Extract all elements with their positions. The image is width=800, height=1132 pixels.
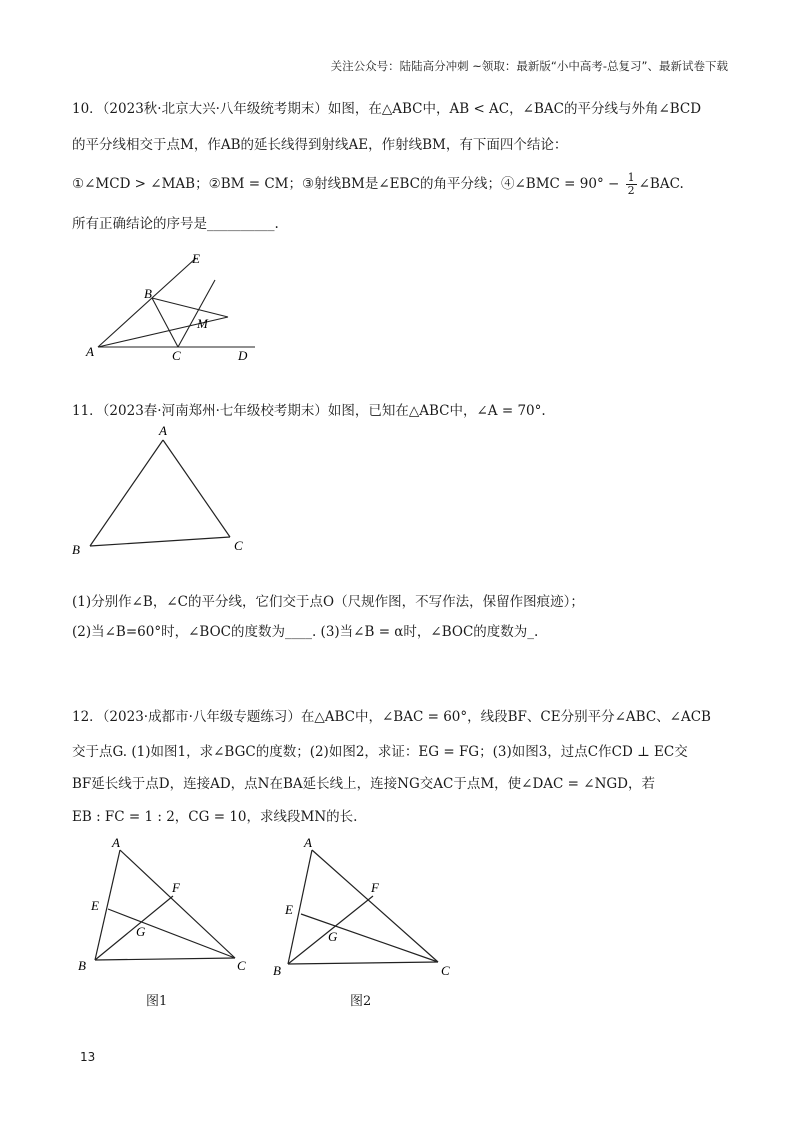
q11-line1: 11．（2023春·河南郑州·七年级校考期末）如图，已知在△ABC中，∠A = 70°. <box>72 403 546 419</box>
q12-line4: EB : FC = 1 : 2，CG = 10，求线段MN的长. <box>72 809 358 825</box>
q12-figure-2 <box>270 832 470 982</box>
q10-line4: 所有正确结论的序号是__________. <box>72 216 279 232</box>
label-G: G <box>328 929 338 944</box>
label-C: C <box>234 538 243 553</box>
q12-line1: 12．（2023·成都市·八年级专题练习）在△ABC中，∠BAC = 60°，线段BF、CE分别平分∠ABC、∠ACB <box>72 709 711 725</box>
label-B: B <box>72 542 80 557</box>
q11-part2: (2)当∠B=60°时，∠BOC的度数为____. (3)当∠B = α时，∠BOC的度数为_. <box>72 624 539 640</box>
q12-line3: BF延长线于点D，连接AD，点N在BA延长线上，连接NG交AC于点M，使∠DAC = ∠NGD，若 <box>72 776 656 792</box>
side-AB <box>90 440 163 546</box>
line-AM <box>98 317 228 347</box>
label-A: A <box>159 423 167 438</box>
side-BC <box>95 958 235 960</box>
label-A: A <box>112 835 120 850</box>
label-D: D <box>238 348 248 363</box>
q10-line2: 的平分线相交于点M，作AB的延长线得到射线AE，作射线BM，有下面四个结论： <box>72 137 568 153</box>
q11-part1: (1)分别作∠B，∠C的平分线，它们交于点O（尺规作图，不写作法，保留作图痕迹）； <box>72 594 584 610</box>
page-number: 13 <box>80 1050 96 1064</box>
label-C: C <box>237 958 246 973</box>
page-header: 关注公众号：陆陆高分冲刺 ~领取：最新版“小中高考-总复习”、最新试卷下载 <box>330 59 728 73</box>
side-AC <box>120 850 235 958</box>
line-BC <box>152 298 178 347</box>
label-E: E <box>192 251 200 266</box>
q10-line1: 10．（2023秋·北京大兴·八年级统考期末）如图，在△ABC中，AB < AC，∠BAC的平分线与外角∠BCD <box>72 101 702 117</box>
side-AC <box>312 850 438 962</box>
q10-line3-start: ①∠MCD > ∠MAB；②BM = CM；③射线BM是∠EBC的角平分线；④∠BMC = 90° − <box>72 176 624 192</box>
label-E: E <box>285 902 293 917</box>
label-C: C <box>172 348 181 363</box>
q10-line3 <box>72 172 684 197</box>
q12-line2: 交于点G. (1)如图1，求∠BGC的度数；(2)如图2，求证：EG = FG；(3)如图3，过点C作CD ⊥ EC交 <box>72 744 688 760</box>
side-BC <box>288 962 438 964</box>
label-B: B <box>144 286 152 301</box>
label-A: A <box>86 344 94 359</box>
ray-BM <box>152 298 228 317</box>
label-B: B <box>273 963 281 978</box>
q10-frac-den: 2 <box>627 184 635 197</box>
fig2-caption: 图2 <box>350 994 372 1009</box>
label-G: G <box>136 924 146 939</box>
segment-BF <box>95 896 173 960</box>
label-F: F <box>172 880 180 895</box>
line-CM <box>178 280 215 347</box>
q11-figure <box>70 420 270 560</box>
label-B: B <box>78 958 86 973</box>
side-AC <box>163 440 230 537</box>
label-F: F <box>371 880 379 895</box>
q10-line3-end: ∠BAC. <box>638 176 684 192</box>
segment-CE <box>301 914 438 962</box>
fig1-caption: 图1 <box>146 994 168 1009</box>
ray-AE <box>98 258 196 347</box>
label-A: A <box>304 835 312 850</box>
q10-fraction <box>626 172 637 197</box>
q10-figure <box>80 250 280 370</box>
label-C: C <box>441 963 450 978</box>
label-M: M <box>197 316 208 331</box>
side-BC <box>90 537 230 546</box>
q12-figure-1 <box>75 832 265 982</box>
q10-frac-num: 1 <box>627 171 635 184</box>
label-E: E <box>91 898 99 913</box>
